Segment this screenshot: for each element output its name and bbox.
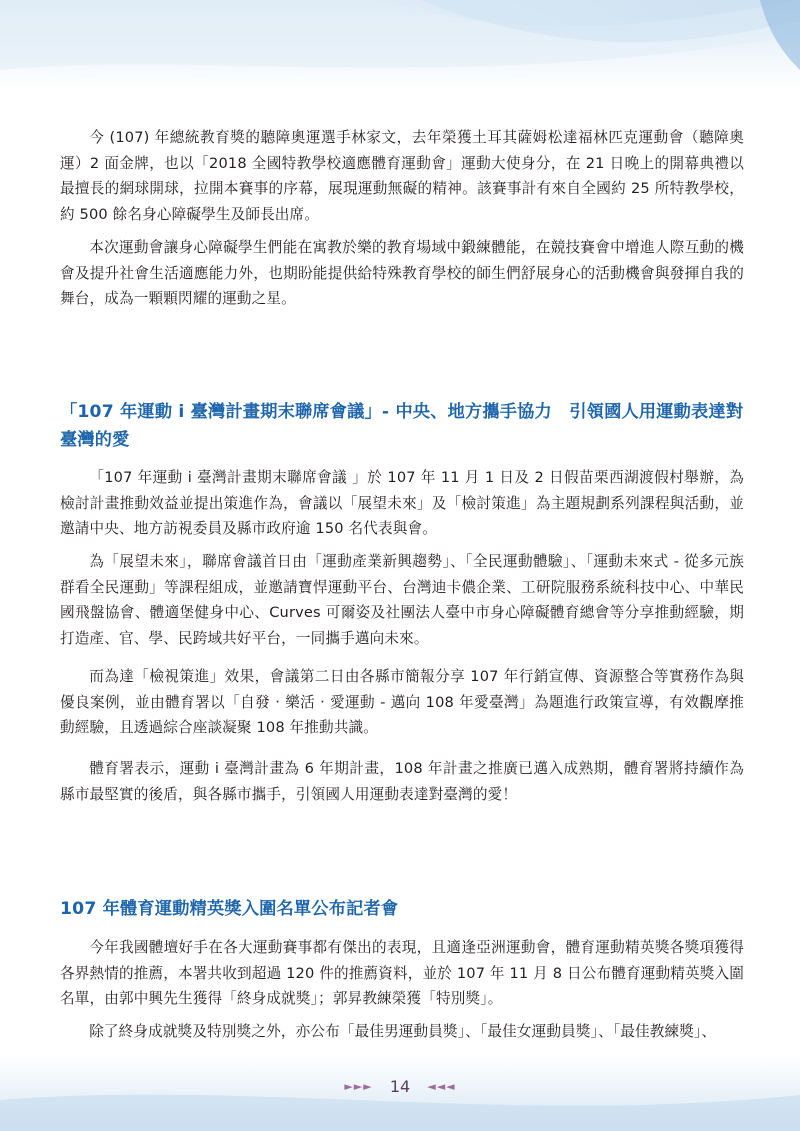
- article2-paragraph-3: 而為達「檢視策進」效果，會議第二日由各縣市簡報分享 107 年行銷宣傳、資源整合等實務作為與優良案例，並由體育署以「自發 ‧ 樂活 ‧ 愛運動 - 邁向 108 年愛臺灣」為題進行政策宣導，有效觀摩推動經驗，且透過綜合座談凝聚 108 年推動共識。: [60, 668, 744, 736]
- left-arrows-icon: ◄◄◄: [427, 1080, 456, 1093]
- article3-paragraph-2: 除了終身成就獎及特別獎之外，亦公布「最佳男運動員獎」、「最佳女運動員獎」、「最佳教練獎」、: [89, 1023, 717, 1040]
- article3-paragraph-1: 今年我國體壇好手在各大運動賽事都有傑出的表現，且適逢亞洲運動會，體育運動精英獎各獎項獲得各界熱情的推薦，本署共收到超過 120 件的推薦資料，並於 107 年 11 月 8 日公布體育運動精英獎入圍名單，由郭中興先生獲得「終身成就獎」；郭昇教練榮獲「特別獎」。: [60, 939, 744, 1007]
- page-number: 14: [389, 1077, 411, 1096]
- article2-paragraph-1: 「107 年運動 i 臺灣計畫期末聯席會議 」於 107 年 11 月 1 日及 2 日假苗栗西湖渡假村舉辦，為檢討計畫推動效益並提出策進作為，會議以「展望未來」及「檢討策進」為主題規劃系列課程與活動，並邀請中央、地方訪視委員及縣市政府逾 150 名代表與會。: [60, 469, 744, 537]
- article1-paragraph-2: 本次運動會讓身心障礙學生們能在寓教於樂的教育場域中鍛練體能，在競技賽會中增進人際互動的機會及提升社會生活適應能力外，也期盼能提供給特殊教育學校的師生們舒展身心的活動機會與發揮自我的舞台，成為一顆顆閃耀的運動之星。: [60, 239, 744, 307]
- article2-title: 「107 年運動 i 臺灣計畫期末聯席會議」- 中央、地方攜手協力 引領國人用運動表達對臺灣的愛: [60, 402, 744, 450]
- article2-paragraph-2: 為「展望未來」，聯席會議首日由「運動產業新興趨勢」、「全民運動體驗」、「運動未來式 - 從多元族群看全民運動」等課程組成，並邀請寶悍運動平台、台灣迪卡儂企業、工研院服務系統科技中心、中華民國飛盤協會、體適堡健身中心、Curves 可爾姿及社團法人臺中市身心障礙體育總會等分享推動經驗，期打造產、官、學、民跨域共好平台，一同攜手邁向未來。: [60, 553, 744, 647]
- page-footer: [0, 1077, 800, 1097]
- article3-title: 107 年體育運動精英獎入圍名單公布記者會: [60, 899, 399, 919]
- article2-paragraph-4: 體育署表示，運動 i 臺灣計畫為 6 年期計畫，108 年計畫之推廣已邁入成熟期，體育署將持續作為縣市最堅實的後盾，與各縣市攜手，引領國人用運動表達對臺灣的愛！: [60, 760, 744, 803]
- article1-paragraph-1: 今 (107) 年總統教育獎的聽障奧運選手林家文，去年榮獲土耳其薩姆松達福林匹克運動會（聽障奧運）2 面金牌，也以「2018 全國特教學校適應體育運動會」運動大使身分，在 21 日晚上的開幕典禮以最擅長的網球開球，拉開本賽事的序幕，展現運動無礙的精神。該賽事計有來自全國約 25 所特教學校，約 500 餘名身心障礙學生及師長出席。: [60, 129, 744, 223]
- right-arrows-icon: ►►►: [344, 1080, 373, 1093]
